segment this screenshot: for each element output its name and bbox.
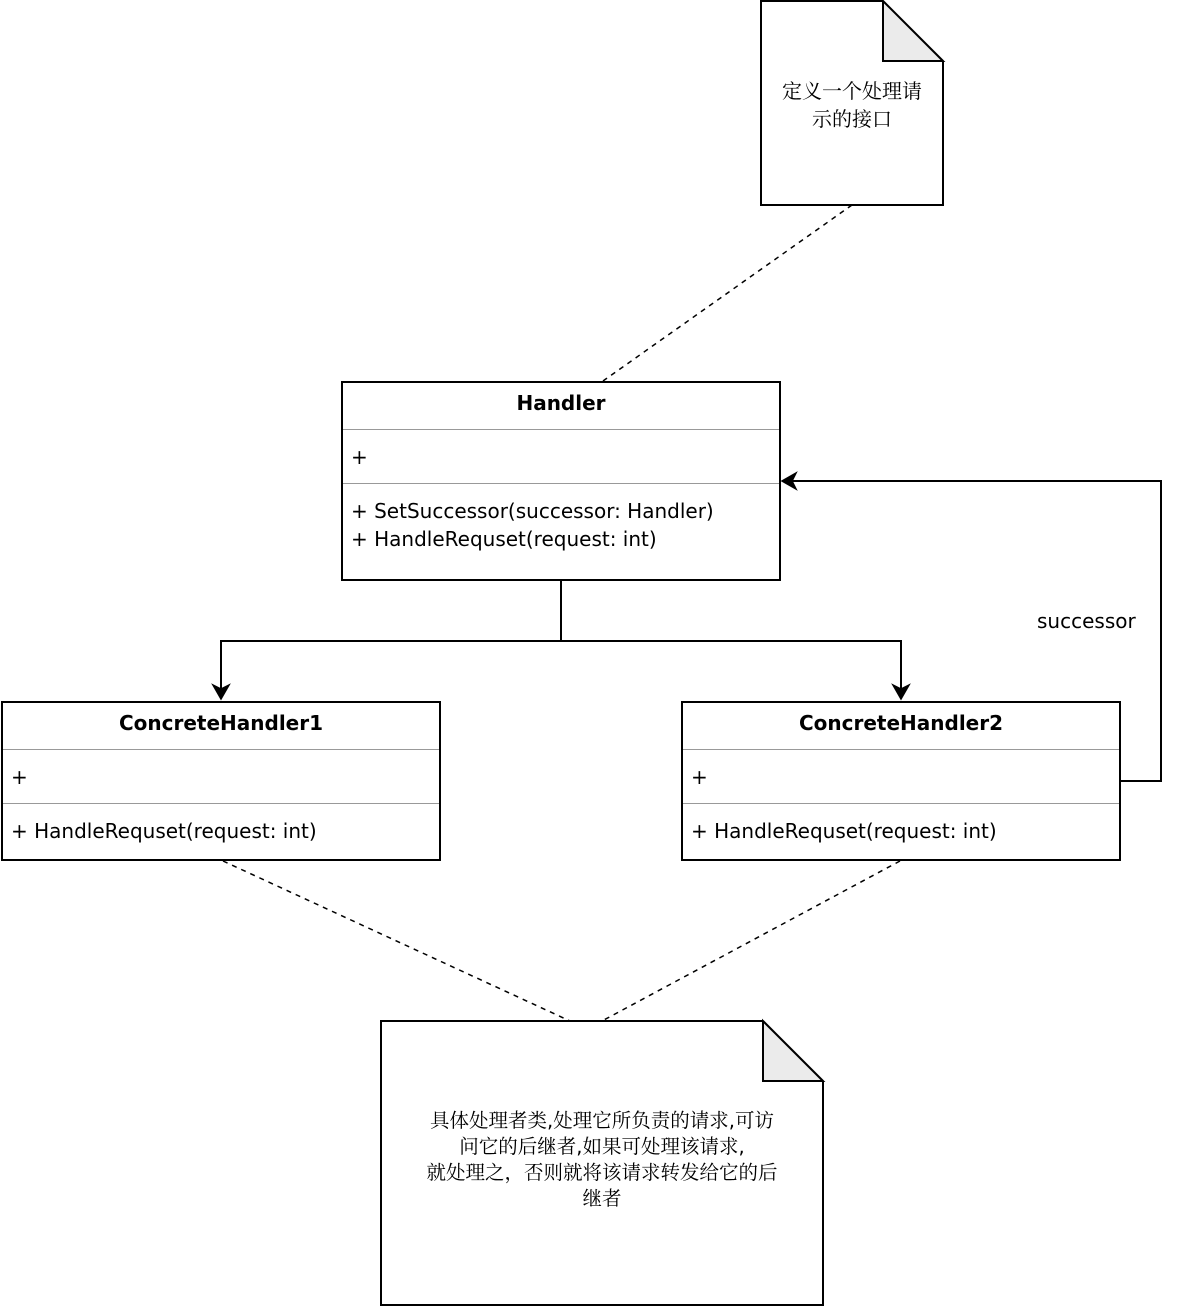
inheritance-connector[interactable] bbox=[221, 581, 901, 694]
class-attribute: + bbox=[691, 765, 708, 789]
class-method: + HandleRequset(request: int) bbox=[691, 819, 997, 843]
class-divider bbox=[3, 803, 439, 804]
class-name: ConcreteHandler1 bbox=[118, 711, 324, 735]
note-line: 定义一个处理请 bbox=[782, 79, 922, 103]
note-line: 就处理之，否则就将该请求转发给它的后 bbox=[426, 1161, 778, 1184]
class-method: + SetSuccessor(successor: Handler) bbox=[351, 499, 714, 523]
class-divider bbox=[683, 749, 1119, 750]
class-divider bbox=[683, 803, 1119, 804]
class-divider bbox=[3, 749, 439, 750]
note-line: 问它的后继者,如果可处理该请求, bbox=[459, 1135, 745, 1158]
class-attribute: + bbox=[351, 445, 368, 469]
concrete-handler2-class[interactable] bbox=[681, 701, 1121, 861]
class-name: ConcreteHandler2 bbox=[798, 711, 1004, 735]
top-note-text bbox=[761, 77, 943, 133]
class-name: Handler bbox=[516, 391, 606, 415]
bottom-note-anchor-line-right bbox=[602, 861, 900, 1021]
note-line: 示的接口 bbox=[812, 107, 892, 131]
bottom-note-folded-corner-icon bbox=[763, 1021, 823, 1081]
successor-label: successor bbox=[1037, 609, 1136, 633]
note-line: 具体处理者类,处理它所负责的请求,可访 bbox=[430, 1109, 774, 1132]
class-divider bbox=[343, 483, 779, 484]
handler-class[interactable] bbox=[341, 381, 781, 581]
class-divider bbox=[343, 429, 779, 430]
note-line: 继者 bbox=[582, 1187, 622, 1210]
top-note-anchor-line bbox=[603, 205, 852, 381]
class-method: + HandleRequset(request: int) bbox=[11, 819, 317, 843]
bottom-note-text bbox=[381, 1108, 823, 1212]
class-attribute: + bbox=[11, 765, 28, 789]
class-method: + HandleRequset(request: int) bbox=[351, 527, 657, 551]
bottom-note-anchor-line-left bbox=[223, 861, 570, 1021]
top-note-folded-corner-icon bbox=[883, 1, 943, 61]
concrete-handler1-class[interactable] bbox=[1, 701, 441, 861]
